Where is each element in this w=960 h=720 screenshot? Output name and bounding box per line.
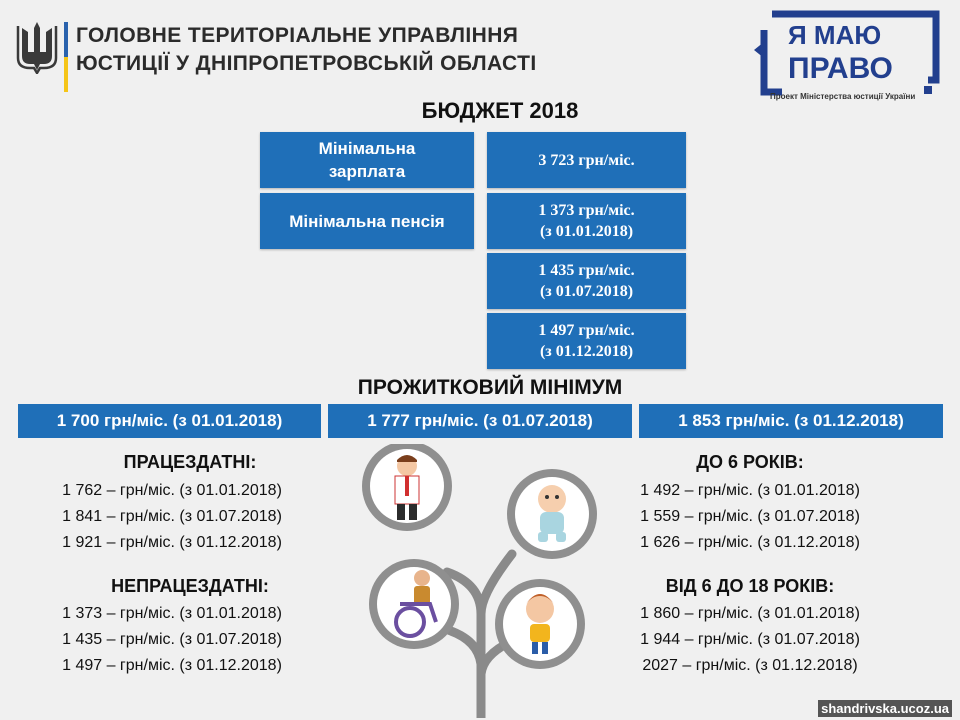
list-item: 1 435 – грн/міс. (з 01.07.2018)	[62, 631, 282, 648]
pension-amount: 1 373 грн/міс.	[538, 202, 635, 219]
list-item: 1 497 – грн/міс. (з 01.12.2018)	[62, 657, 282, 674]
min-wage-amount: 3 723 грн/міс.	[538, 151, 635, 169]
min-wage-label-line-2: зарплата	[328, 162, 406, 181]
pension-date: (з 01.07.2018)	[539, 283, 634, 300]
baby-icon	[507, 469, 597, 559]
subsistence-general-2: 1 777 грн/міс. (з 01.07.2018)	[328, 404, 632, 438]
min-pension-label	[260, 193, 474, 249]
budget-title: БЮДЖЕТ 2018	[421, 98, 579, 123]
list-item: 2027 – грн/міс. (з 01.12.2018)	[642, 657, 858, 674]
trident-icon	[14, 18, 60, 74]
min-wage-value	[487, 132, 686, 188]
list-item: 1 921 – грн/міс. (з 01.12.2018)	[62, 534, 282, 551]
age-6-18-title: ВІД 6 ДО 18 РОКІВ:	[665, 576, 835, 596]
min-wage-label	[260, 132, 474, 188]
list-item: 1 626 – грн/міс. (з 01.12.2018)	[640, 534, 860, 551]
list-item: 1 373 – грн/міс. (з 01.01.2018)	[62, 605, 282, 622]
able-bodied-list	[22, 478, 322, 556]
list-item: 1 492 – грн/міс. (з 01.01.2018)	[640, 482, 860, 499]
logo-line-1: Я МАЮ	[788, 20, 882, 50]
under-6-title: ДО 6 РОКІВ:	[696, 452, 804, 472]
subsistence-title: ПРОЖИТКОВИЙ МІНІМУМ	[357, 376, 623, 399]
pension-date: (з 01.12.2018)	[539, 343, 634, 360]
center-illustration	[352, 444, 610, 718]
min-pension-value-2	[487, 253, 686, 309]
subsistence-general-3: 1 853 грн/міс. (з 01.12.2018)	[639, 404, 943, 438]
watermark: shandrivska.ucoz.ua	[818, 700, 952, 717]
man-in-suit-icon	[362, 444, 452, 531]
org-line-1: ГОЛОВНЕ ТЕРИТОРІАЛЬНЕ УПРАВЛІННЯ	[76, 24, 519, 47]
list-item: 1 944 – грн/міс. (з 01.07.2018)	[640, 631, 860, 648]
min-pension-value-3	[487, 313, 686, 369]
logo-line-2: ПРАВО	[788, 52, 893, 85]
child-icon	[495, 579, 585, 669]
min-wage-label-line-1: Мінімальна	[318, 139, 416, 158]
min-pension-label-text: Мінімальна пенсія	[289, 211, 445, 231]
disabled-list	[22, 601, 322, 679]
logo-subtitle: Проект Міністерства юстиції України	[770, 92, 916, 101]
pension-amount: 1 435 грн/міс.	[538, 262, 635, 279]
list-item: 1 860 – грн/міс. (з 01.01.2018)	[640, 605, 860, 622]
flag-bar	[64, 22, 68, 92]
list-item: 1 841 – грн/міс. (з 01.07.2018)	[62, 508, 282, 525]
pension-amount: 1 497 грн/міс.	[538, 322, 635, 339]
wheelchair-user-icon	[369, 559, 459, 649]
under-6-list	[600, 478, 900, 556]
age-6-18-list	[600, 601, 900, 679]
org-line-2: ЮСТИЦІЇ У ДНІПРОПЕТРОВСЬКІЙ ОБЛАСТІ	[76, 52, 537, 75]
pension-date: (з 01.01.2018)	[539, 223, 634, 240]
organization-name	[76, 22, 537, 78]
subsistence-general-1: 1 700 грн/міс. (з 01.01.2018)	[18, 404, 321, 438]
able-bodied-title: ПРАЦЕЗДАТНІ:	[123, 452, 257, 472]
disabled-title: НЕПРАЦЕЗДАТНІ:	[111, 576, 269, 596]
list-item: 1 762 – грн/міс. (з 01.01.2018)	[62, 482, 282, 499]
list-item: 1 559 – грн/міс. (з 01.07.2018)	[640, 508, 860, 525]
min-pension-value-1	[487, 193, 686, 249]
